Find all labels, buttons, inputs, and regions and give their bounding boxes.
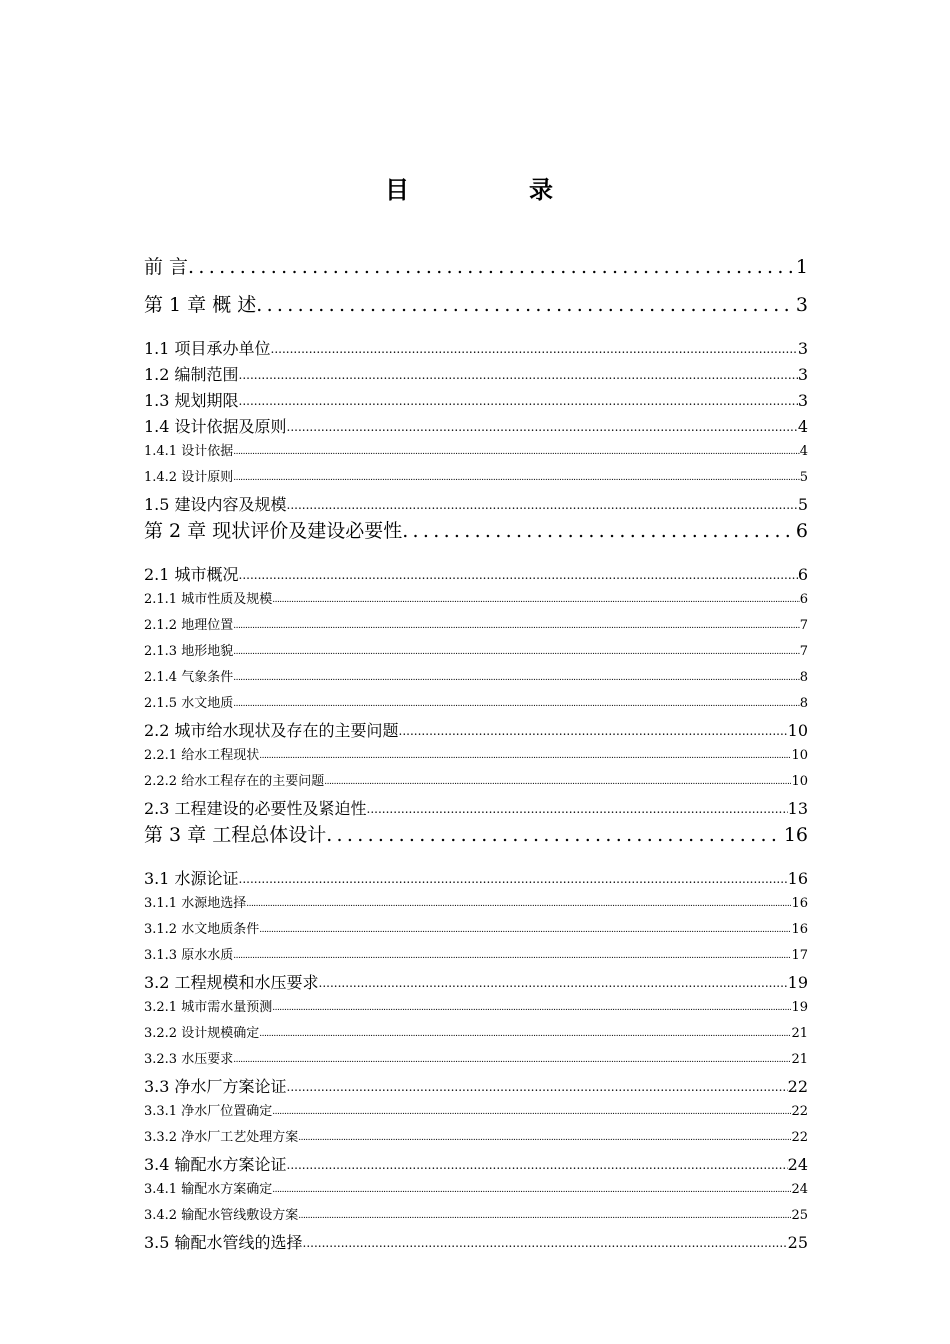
toc-entry[interactable] — [144, 945, 808, 967]
toc-entry[interactable] — [144, 493, 808, 517]
toc-entry-label: 3.1.3 原水水质 — [144, 948, 234, 963]
toc-page-number: 10 — [791, 774, 808, 789]
toc-entry-label: 第 3 章 工程总体设计 — [144, 824, 327, 846]
toc-leader-dots — [303, 1231, 788, 1255]
toc-entry-label: 2.2 城市给水现状及存在的主要问题 — [144, 721, 399, 740]
toc-entry-label: 3.2.1 城市需水量预测 — [144, 1000, 273, 1015]
toc-page-number: 22 — [791, 1130, 808, 1145]
toc-entry-label: 2.1.5 水文地质 — [144, 696, 234, 711]
toc-entry[interactable] — [144, 517, 808, 545]
toc-leader-dots — [319, 971, 788, 995]
toc-entry-label: 3.4 输配水方案论证 — [144, 1155, 287, 1174]
toc-leader-dots — [233, 615, 800, 637]
toc-entry[interactable] — [144, 641, 808, 663]
toc-leader-dots — [256, 291, 794, 319]
toc-entry[interactable] — [144, 821, 808, 849]
toc-entry[interactable] — [144, 693, 808, 715]
toc-leader-dots — [287, 415, 798, 439]
toc-leader-dots — [233, 945, 791, 967]
toc-entry[interactable] — [144, 1075, 808, 1099]
toc-leader-dots — [272, 1101, 791, 1123]
toc-entry[interactable] — [144, 253, 808, 281]
toc-entry-label: 3.4.1 输配水方案确定 — [144, 1182, 273, 1197]
toc-entry-label: 1.4 设计依据及原则 — [144, 417, 287, 436]
toc-page-number: 17 — [791, 948, 808, 963]
toc-entry[interactable] — [144, 363, 808, 387]
toc-entry[interactable] — [144, 1179, 808, 1201]
toc-leader-dots — [239, 363, 798, 387]
toc-leader-dots — [272, 1179, 791, 1201]
toc-entry-label: 2.3 工程建设的必要性及紧迫性 — [144, 799, 367, 818]
toc-page-number: 24 — [787, 1155, 808, 1174]
toc-entry-label: 3.1 水源论证 — [144, 869, 239, 888]
toc-entry[interactable] — [144, 867, 808, 891]
toc-entry-label: 1.4.2 设计原则 — [144, 470, 234, 485]
toc-page-number: 24 — [791, 1182, 808, 1197]
toc-entry-label: 3.1.1 水源地选择 — [144, 896, 247, 911]
toc-entry-label: 第 2 章 现状评价及建设必要性 — [144, 520, 403, 542]
toc-entry-label: 2.1.1 城市性质及规模 — [144, 592, 273, 607]
toc-page-number: 10 — [787, 721, 808, 740]
toc-leader-dots — [287, 1153, 788, 1177]
toc-page-number: 1 — [795, 256, 808, 278]
toc-page-number: 16 — [783, 824, 808, 846]
toc-entry-label: 1.1 项目承办单位 — [144, 339, 271, 358]
toc-leader-dots — [287, 1075, 788, 1099]
toc-entry-label: 2.1 城市概况 — [144, 565, 239, 584]
toc-entry-label: 3.3 净水厂方案论证 — [144, 1077, 287, 1096]
toc-leader-dots — [246, 893, 791, 915]
toc-entry[interactable] — [144, 291, 808, 319]
toc-entry-label: 3.1.2 水文地质条件 — [144, 922, 260, 937]
toc-leader-dots — [402, 517, 794, 545]
toc-entry[interactable] — [144, 615, 808, 637]
toc-entry[interactable] — [144, 337, 808, 361]
toc-entry[interactable] — [144, 745, 808, 767]
toc-entry[interactable] — [144, 389, 808, 413]
toc-entry[interactable] — [144, 719, 808, 743]
toc-entry[interactable] — [144, 771, 808, 793]
toc-page-number: 16 — [791, 922, 808, 937]
toc-page-number: 19 — [791, 1000, 808, 1015]
toc-entry-label: 3.3.2 净水厂工艺处理方案 — [144, 1130, 299, 1145]
toc-leader-dots — [298, 1205, 791, 1227]
toc-page-number: 22 — [791, 1104, 808, 1119]
toc-leader-dots — [233, 667, 800, 689]
toc-entry-label: 3.4.2 输配水管线敷设方案 — [144, 1208, 299, 1223]
toc-page-number: 7 — [799, 644, 808, 659]
toc-entry[interactable] — [144, 441, 808, 463]
toc-leader-dots — [239, 389, 798, 413]
toc-leader-dots — [239, 867, 788, 891]
toc-leader-dots — [271, 337, 798, 361]
toc-entry-label: 第 1 章 概 述 — [144, 294, 257, 316]
toc-leader-dots — [233, 441, 800, 463]
toc-title: 目 录 — [385, 175, 601, 204]
toc-entry-label: 2.1.3 地形地貌 — [144, 644, 234, 659]
toc-page-number: 13 — [787, 799, 808, 818]
toc-page-number: 16 — [787, 869, 808, 888]
toc-leader-dots — [287, 493, 798, 517]
toc-entry-label: 2.1.2 地理位置 — [144, 618, 234, 633]
toc-entry[interactable] — [144, 563, 808, 587]
toc-leader-dots — [188, 253, 794, 281]
toc-leader-dots — [298, 1127, 791, 1149]
toc-page-number: 5 — [797, 495, 808, 514]
toc-page-number: 7 — [799, 618, 808, 633]
toc-entry-label: 2.2.1 给水工程现状 — [144, 748, 260, 763]
toc-entry[interactable] — [144, 919, 808, 941]
toc-page-number: 19 — [787, 973, 808, 992]
toc-entry-label: 2.2.2 给水工程存在的主要问题 — [144, 774, 325, 789]
toc-page-number: 6 — [795, 520, 808, 542]
toc-entry[interactable] — [144, 1127, 808, 1149]
toc-entry[interactable] — [144, 1231, 808, 1255]
toc-page-number: 3 — [795, 294, 808, 316]
toc-leader-dots — [233, 693, 800, 715]
toc-entry-label: 3.2 工程规模和水压要求 — [144, 973, 319, 992]
toc-page-number: 21 — [791, 1052, 808, 1067]
toc-entry-label: 3.2.3 水压要求 — [144, 1052, 234, 1067]
toc-entry[interactable] — [144, 467, 808, 489]
toc-page-number: 22 — [787, 1077, 808, 1096]
toc-leader-dots — [259, 1023, 791, 1045]
toc-page-number: 6 — [797, 565, 808, 584]
toc-page-number: 3 — [797, 365, 808, 384]
toc-leader-dots — [324, 771, 791, 793]
toc-entry[interactable] — [144, 971, 808, 995]
toc-entry-label: 3.5 输配水管线的选择 — [144, 1233, 303, 1252]
toc-entry[interactable] — [144, 1153, 808, 1177]
toc-entry[interactable] — [144, 667, 808, 689]
toc-leader-dots — [367, 797, 788, 821]
toc-entry-label: 2.1.4 气象条件 — [144, 670, 234, 685]
toc-page-number: 5 — [799, 470, 808, 485]
toc-entry[interactable] — [144, 589, 808, 611]
toc-entry[interactable] — [144, 1101, 808, 1123]
toc-page-number: 6 — [799, 592, 808, 607]
toc-entry[interactable] — [144, 997, 808, 1019]
toc-leader-dots — [239, 563, 798, 587]
toc-page-number: 25 — [791, 1208, 808, 1223]
toc-leader-dots — [259, 745, 791, 767]
toc-leader-dots — [233, 467, 800, 489]
toc-leader-dots — [326, 821, 782, 849]
toc-page-number: 3 — [797, 339, 808, 358]
toc-entry[interactable] — [144, 797, 808, 821]
toc-entry-label: 3.3.1 净水厂位置确定 — [144, 1104, 273, 1119]
toc-entry[interactable] — [144, 1205, 808, 1227]
toc-leader-dots — [233, 641, 800, 663]
toc-page-number: 3 — [797, 391, 808, 410]
toc-page-number: 21 — [791, 1026, 808, 1041]
toc-page-number: 8 — [799, 696, 808, 711]
toc-page-number: 4 — [799, 444, 808, 459]
toc-leader-dots — [259, 919, 791, 941]
toc-leader-dots — [233, 1049, 791, 1071]
toc-leader-dots — [272, 997, 791, 1019]
toc-entry-label: 3.2.2 设计规模确定 — [144, 1026, 260, 1041]
toc-page-number: 16 — [791, 896, 808, 911]
toc-page-number: 25 — [787, 1233, 808, 1252]
toc-entry[interactable] — [144, 1049, 808, 1071]
toc-page-number: 8 — [799, 670, 808, 685]
toc-page-number: 10 — [791, 748, 808, 763]
toc-entry[interactable] — [144, 415, 808, 439]
toc-leader-dots — [399, 719, 788, 743]
toc-entry-label: 1.2 编制范围 — [144, 365, 239, 384]
toc-entry-label: 1.4.1 设计依据 — [144, 444, 234, 459]
toc-entry-label: 1.3 规划期限 — [144, 391, 239, 410]
toc-page-number: 4 — [797, 417, 808, 436]
toc-leader-dots — [272, 589, 800, 611]
toc-entry[interactable] — [144, 893, 808, 915]
toc-entry-label: 1.5 建设内容及规模 — [144, 495, 287, 514]
toc-entry[interactable] — [144, 1023, 808, 1045]
toc-entry-label: 前 言 — [144, 256, 189, 278]
